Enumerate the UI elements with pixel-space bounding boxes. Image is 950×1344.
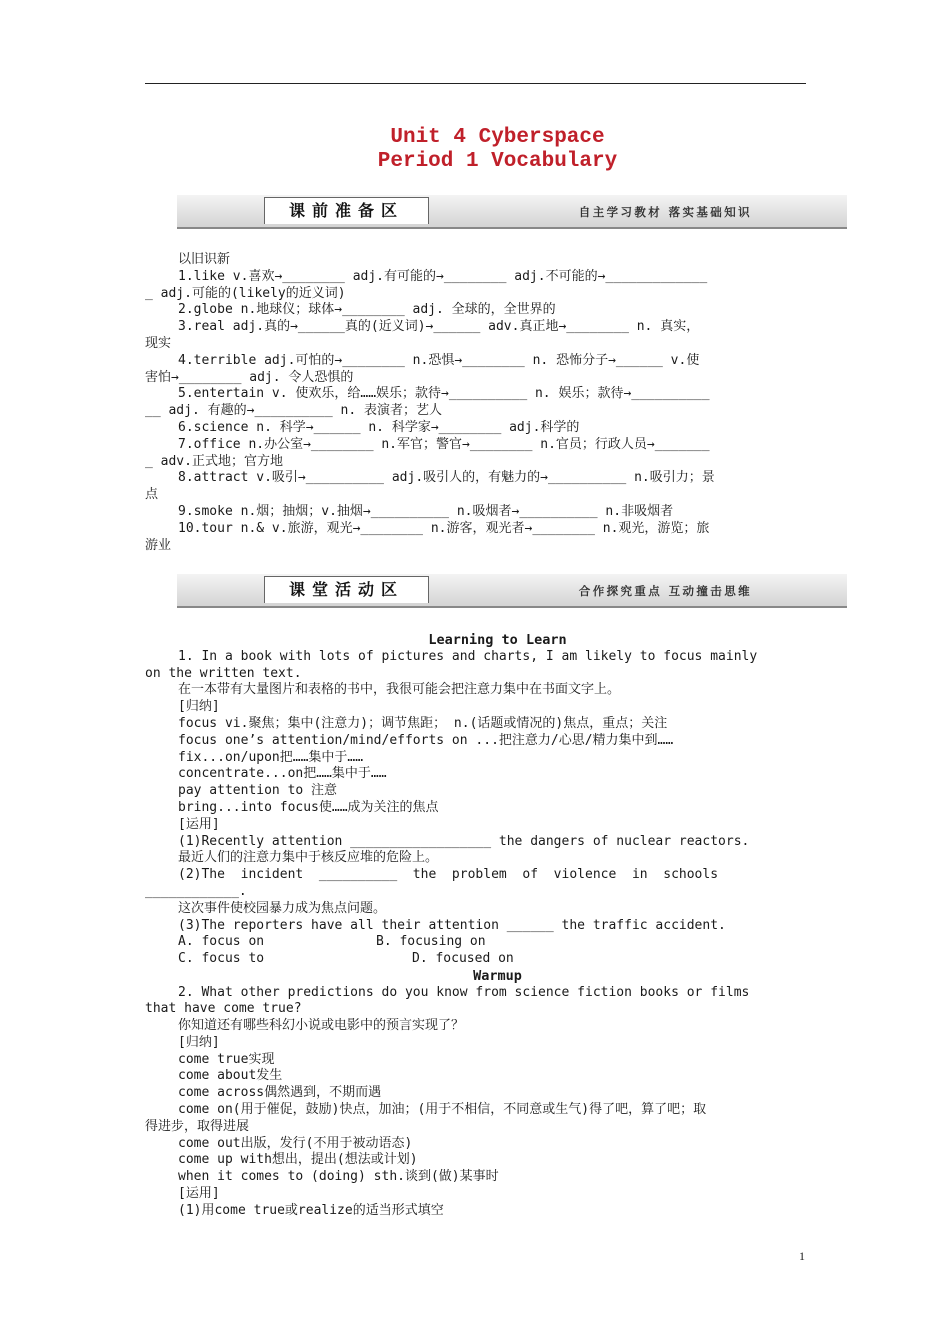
note-line: pay attention to 注意 [178, 783, 338, 798]
option-c: C. focus to [178, 951, 265, 966]
note-line: bring...into focus使……成为关注的焦点 [178, 800, 439, 815]
exercise-translation: 这次事件使校园暴力成为焦点问题。 [178, 901, 387, 916]
note-line: come out出版，发行(不用于被动语态) [178, 1136, 413, 1151]
prep-line: __ adj. 有趣的→__________ n. 表演者；艺人 [145, 403, 443, 418]
note-line: come on(用于催促，鼓励)快点，加油；(用于不相信，不同意或生气)得了吧，算了吧；取 [178, 1102, 707, 1117]
prep-line: 2.globe n.地球仪；球体→________ adj. 全球的，全世界的 [178, 302, 556, 317]
exercise-line: ____________. [145, 884, 247, 899]
section-title-learning: Learning to Learn [428, 632, 567, 648]
note-line: come across偶然遇到，不期而遇 [178, 1085, 382, 1100]
prep-line: 8.attract v.吸引→__________ adj.吸引人的，有魅力的→__________ n.吸引力；景 [178, 470, 715, 485]
option-d: D. focused on [412, 951, 514, 966]
option-b: B. focusing on [376, 934, 486, 949]
option-a: A. focus on [178, 934, 265, 949]
exercise-line: (2)The incident __________ the problem of violence in schools [178, 867, 719, 882]
exercise-line: (1)用come true或realize的适当形式填空 [178, 1203, 444, 1218]
page-number: 1 [799, 1249, 805, 1263]
note-line: come about发生 [178, 1068, 283, 1083]
prep-heading: 以旧识新 [178, 252, 231, 267]
prep-line: 7.office n.办公室→________ n.军官；警官→________ n.官员；行政人员→_______ [178, 437, 710, 452]
banner-slogan: 合作探究重点 互动撞击思维 [578, 584, 752, 598]
banner-tab: 课堂活动区 [264, 576, 429, 603]
prep-line: 1.like v.喜欢→________ adj.有可能的→________ adj.不可能的→_____________ [178, 269, 708, 284]
prep-line: _ adv.正式地；官方地 [145, 454, 283, 469]
note-line: focus vi.聚焦；集中(注意力)；调节焦距； n.(话题或情况的)焦点，重点；关注 [178, 716, 668, 731]
prep-line: 现实 [145, 336, 172, 351]
prep-line: 9.smoke n.烟；抽烟；v.抽烟→__________ n.吸烟者→__________ n.非吸烟者 [178, 504, 674, 519]
yunyong-label: [运用] [178, 817, 220, 832]
period-title: Period 1 Vocabulary [377, 150, 618, 173]
section-banner-class [177, 574, 847, 610]
prep-line: 6.science n. 科学→______ n. 科学家→________ adj.科学的 [178, 420, 580, 435]
note-line: fix...on/upon把……集中于…… [178, 750, 364, 765]
prep-line: 游业 [145, 538, 172, 553]
prep-line: 害怕→________ adj. 令人恐惧的 [145, 370, 354, 385]
example-sentence: 1. In a book with lots of pictures and charts, I am likely to focus mainly [178, 649, 758, 664]
guina-label: [归纳] [178, 1035, 220, 1050]
translation: 在一本带有大量图片和表格的书中，我很可能会把注意力集中在书面文字上。 [178, 682, 621, 697]
note-line: come true实现 [178, 1052, 275, 1067]
exercise-translation: 最近人们的注意力集中于核反应堆的危险上。 [178, 850, 439, 865]
prep-line: 点 [145, 487, 159, 502]
prep-line: 10.tour n.& v.旅游，观光→________ n.游客，观光者→________ n.观光，游览；旅 [178, 521, 710, 536]
note-line: when it comes to (doing) sth.谈到(做)某事时 [178, 1169, 499, 1184]
note-line: come up with想出，提出(想法或计划) [178, 1152, 418, 1167]
note-line: 得进步，取得进展 [145, 1119, 250, 1134]
exercise-line: (3)The reporters have all their attention ______ the traffic accident. [178, 918, 726, 933]
note-line: concentrate...on把……集中于…… [178, 766, 387, 781]
note-line: focus one’s attention/mind/efforts on ...把注意力/心思/精力集中到…… [178, 733, 674, 748]
exercise-line: (1)Recently attention __________________ the dangers of nuclear reactors. [178, 834, 750, 849]
translation: 你知道还有哪些科幻小说或电影中的预言实现了？ [178, 1018, 465, 1033]
example-sentence: 2. What other predictions do you know from science fiction books or films [178, 985, 750, 1000]
banner-rule [177, 606, 847, 608]
prep-line: 5.entertain v. 使欢乐，给……娱乐；款待→__________ n. 娱乐；款待→__________ [178, 386, 710, 401]
prep-line: _ adj.可能的(likely的近义词) [145, 286, 346, 301]
example-sentence: on the written text. [145, 666, 302, 681]
prep-line: 3.real adj.真的→______真的(近义词)→______ adv.真正地→________ n. 真实， [178, 319, 700, 334]
header-rule [145, 83, 806, 84]
banner-rule [177, 227, 847, 229]
yunyong-label: [运用] [178, 1186, 220, 1201]
example-sentence: that have come true? [145, 1001, 302, 1016]
prep-line: 4.terrible adj.可怕的→________ n.恐惧→________ n. 恐怖分子→______ v.使 [178, 353, 700, 368]
banner-tab: 课前准备区 [264, 197, 429, 224]
banner-slogan: 自主学习教材 落实基础知识 [578, 205, 752, 219]
unit-title: Unit 4 Cyberspace [390, 126, 605, 149]
section-banner-prep [177, 195, 847, 231]
section-title-warmup: Warmup [473, 968, 522, 984]
guina-label: [归纳] [178, 699, 220, 714]
